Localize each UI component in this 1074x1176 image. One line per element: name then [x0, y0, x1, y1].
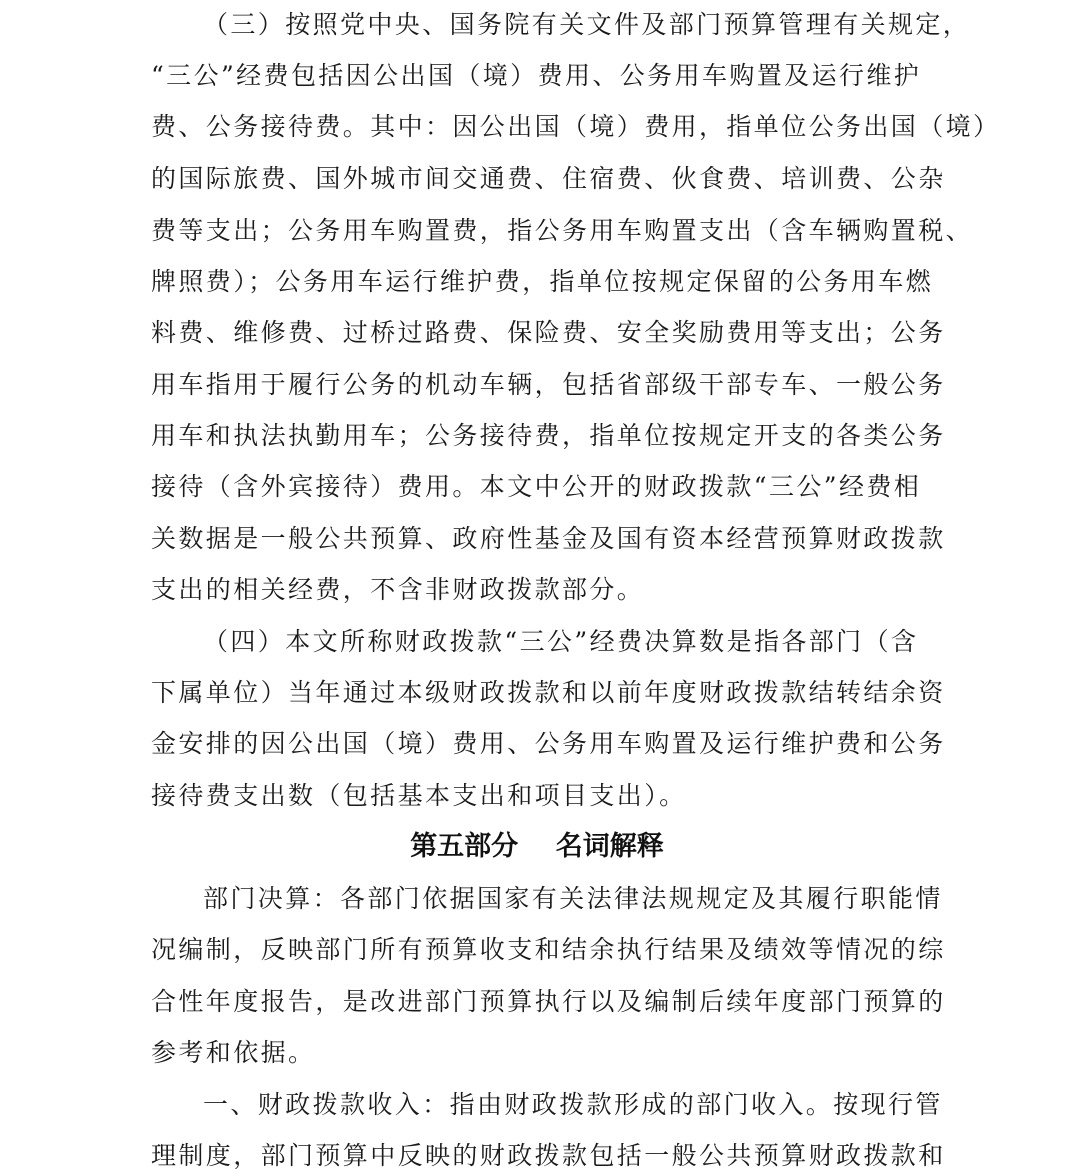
- paragraph-dept-accounts-line-4: 参考和依据。: [151, 1038, 316, 1067]
- paragraph-3-line-1: （三）按照党中央、国务院有关文件及部门预算管理有关规定，: [203, 10, 971, 39]
- paragraph-4-line-2: 下属单位）当年通过本级财政拨款和以前年度财政拨款结转结余资: [151, 678, 946, 707]
- paragraph-4-line-1: （四）本文所称财政拨款“三公”经费决算数是指各部门（含: [203, 627, 919, 656]
- paragraph-3-line-11: 关数据是一般公共预算、政府性基金及国有资本经营预算财政拨款: [151, 524, 946, 553]
- section-heading: 第五部分 名词解释: [410, 831, 664, 862]
- paragraph-3-line-4: 的国际旅费、国外城市间交通费、住宿费、伙食费、培训费、公杂: [151, 164, 946, 193]
- paragraph-item-1-line-1: 一、财政拨款收入：指由财政拨款形成的部门收入。按现行管: [203, 1090, 943, 1119]
- paragraph-dept-accounts-line-2: 况编制，反映部门所有预算收支和结余执行结果及绩效等情况的综: [151, 935, 946, 964]
- paragraph-3-line-12: 支出的相关经费，不含非财政拨款部分。: [151, 575, 645, 604]
- paragraph-item-1-line-2: 理制度，部门预算中反映的财政拨款包括一般公共预算财政拨款和: [151, 1141, 946, 1170]
- paragraph-3-line-7: 料费、维修费、过桥过路费、保险费、安全奖励费用等支出；公务: [151, 318, 946, 347]
- paragraph-4-line-3: 金安排的因公出国（境）费用、公务用车购置及运行维护费和公务: [151, 729, 946, 758]
- paragraph-3-line-10: 接待（含外宾接待）费用。本文中公开的财政拨款“三公”经费相: [151, 472, 922, 501]
- paragraph-3-line-2: “三公”经费包括因公出国（境）费用、公务用车购置及运行维护: [151, 61, 922, 90]
- paragraph-3-line-3: 费、公务接待费。其中：因公出国（境）费用，指单位公务出国（境）: [151, 112, 1001, 141]
- paragraph-3-line-9: 用车和执法执勤用车；公务接待费，指单位按规定开支的各类公务: [151, 421, 946, 450]
- paragraph-4-line-4: 接待费支出数（包括基本支出和项目支出）。: [151, 781, 687, 810]
- paragraph-3-line-6: 牌照费）；公务用车运行维护费，指单位按规定保留的公务用车燃: [151, 267, 934, 296]
- paragraph-dept-accounts-line-3: 合性年度报告，是改进部门预算执行以及编制后续年度部门预算的: [151, 987, 946, 1016]
- paragraph-dept-accounts-line-1: 部门决算：各部门依据国家有关法律法规规定及其履行职能情: [203, 884, 943, 913]
- paragraph-3-line-8: 用车指用于履行公务的机动车辆，包括省部级干部专车、一般公务: [151, 370, 946, 399]
- paragraph-3-line-5: 费等支出；公务用车购置费，指公务用车购置支出（含车辆购置税、: [151, 216, 974, 245]
